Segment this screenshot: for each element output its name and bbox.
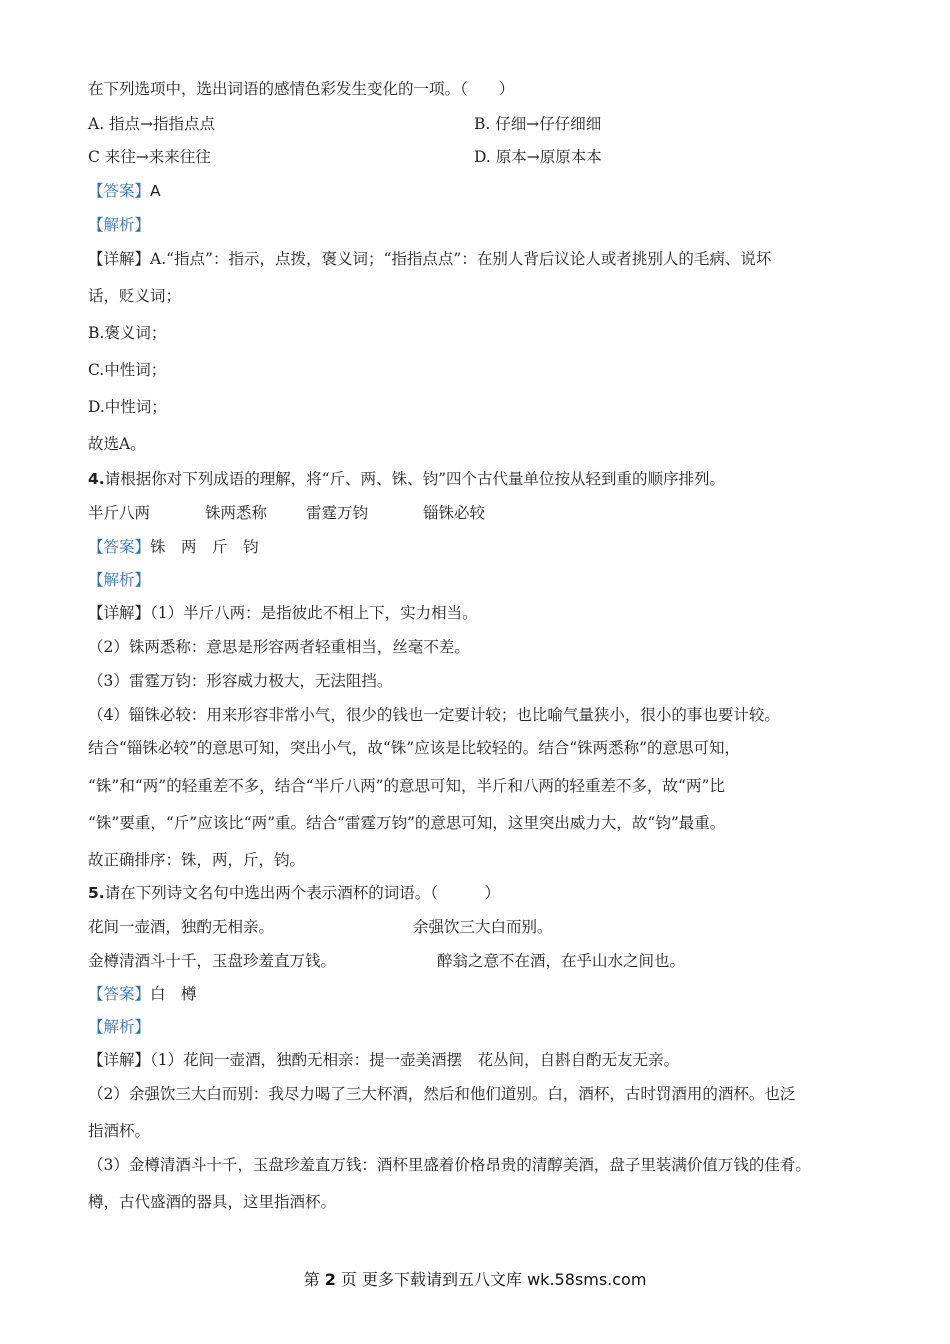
q5-detail-5: 樽，古代盛酒的器具，这里指酒杯。 xyxy=(88,1193,337,1211)
q5-stem: 请在下列诗文名句中选出两个表示酒杯的词语。（ ） xyxy=(104,884,500,902)
q5-number: 5. xyxy=(88,884,105,902)
q3-answer-line xyxy=(88,181,161,201)
q4-analysis-tag: 【解析】 xyxy=(88,571,151,589)
q4-detail-4: （4）锱铢必较：用来形容非常小气，很少的钱也一定要计较；也比喻气量狭小，很小的事也要计较。 xyxy=(88,706,780,724)
q5-line1-left: 花间一壶酒，独酌无相亲。 xyxy=(88,918,275,936)
q3-option-d: D. 原本→原原本本 xyxy=(474,148,602,166)
q4-idiom-4: 锱铢必较 xyxy=(423,504,486,522)
q4-idiom-2: 铢两悉称 xyxy=(205,504,268,522)
answer-tag: 【答案】 xyxy=(88,985,151,1003)
q4-idiom-3: 雷霆万钧 xyxy=(306,504,369,522)
q4-answer-line xyxy=(88,537,259,557)
q5-line2-right: 醉翁之意不在酒，在乎山水之间也。 xyxy=(437,952,686,970)
answer-tag: 【答案】 xyxy=(88,538,151,556)
q3-option-b: B. 仔细→仔仔细细 xyxy=(474,115,602,133)
q5-detail-line-1 xyxy=(88,1050,679,1070)
q3-answer: A xyxy=(150,182,161,200)
q5-answer: 白 樽 xyxy=(150,985,197,1003)
q5-line1-right: 余强饮三大白而别。 xyxy=(413,918,553,936)
q4-detail-3: （3）雷霆万钧：形容威力极大，无法阻挡。 xyxy=(88,672,393,690)
q5-analysis-tag: 【解析】 xyxy=(88,1018,151,1036)
q4-stem: 请根据你对下列成语的理解，将“斤、两、铢、钧”四个古代量单位按从轻到重的顺序排列。 xyxy=(104,470,726,488)
footer-text: 页 更多下载请到五八文库 wk.58sms.com xyxy=(340,1270,647,1289)
q5-detail-2: （2）余强饮三大白而别：我尽力喝了三大杯酒，然后和他们道别。白，酒杯，古时罚酒用的酒杯。也泛 xyxy=(88,1085,796,1103)
q5-detail-4: （3）金樽清酒斗十千，玉盘珍羞直万钱：酒杯里盛着价格昂贵的清醇美酒，盘子里装满价值万钱的佳肴。 xyxy=(88,1156,811,1174)
detail-tag: 【详解】 xyxy=(88,604,151,622)
q3-detail-line-1 xyxy=(88,249,771,269)
q4-detail-1: （1）半斤八两：是指彼此不相上下，实力相当。 xyxy=(150,604,478,622)
q3-stem: 在下列选项中，选出词语的感情色彩发生变化的一项。（ ） xyxy=(88,80,515,98)
q5-detail-3: 指酒杯。 xyxy=(88,1122,151,1140)
q4-detail-8: 故正确排序：铢，两，斤，钧。 xyxy=(88,851,306,869)
detail-tag: 【详解】 xyxy=(88,1051,151,1069)
q5-answer-line xyxy=(88,984,197,1004)
q4-detail-2: （2）铢两悉称：意思是形容两者轻重相当，丝毫不差。 xyxy=(88,638,470,656)
q3-analysis-tag: 【解析】 xyxy=(88,216,151,234)
q3-detail-4: C.中性词； xyxy=(88,361,167,379)
q4-stem-line xyxy=(88,469,725,489)
footer-prefix: 第 xyxy=(303,1270,320,1289)
q3-detail-1: A.“指点”：指示，点拨，褒义词；“指指点点”：在别人背后议论人或者挑别人的毛病、说坏 xyxy=(150,250,772,268)
page-number: 2 xyxy=(324,1270,336,1289)
q3-detail-3: B.褒义词； xyxy=(88,324,167,342)
q4-detail-line-1 xyxy=(88,603,478,623)
q4-number: 4. xyxy=(88,470,105,488)
answer-tag: 【答案】 xyxy=(88,182,151,200)
q3-detail-2: 话，贬义词； xyxy=(88,287,182,305)
q3-detail-6: 故选A。 xyxy=(88,435,146,453)
q3-option-c: C 来往→来来往往 xyxy=(88,148,211,166)
q3-detail-5: D.中性词； xyxy=(88,398,167,416)
q4-answer: 铢 两 斤 钧 xyxy=(150,538,259,556)
q3-option-a: A. 指点→指指点点 xyxy=(88,115,216,133)
page-footer xyxy=(0,1267,950,1290)
q5-detail-1: （1）花间一壶酒，独酌无相亲：提一壶美酒摆 花丛间，自斟自酌无友无亲。 xyxy=(150,1051,680,1069)
q4-detail-7: “铢”要重，“斤”应该比“两”重。结合“雷霆万钧”的意思可知，这里突出威力大，故“钧”最重。 xyxy=(88,814,726,832)
q5-stem-line xyxy=(88,883,500,903)
q4-idiom-1: 半斤八两 xyxy=(88,504,151,522)
detail-tag: 【详解】 xyxy=(88,250,151,268)
q5-line2-left: 金樽清酒斗十千，玉盘珍羞直万钱。 xyxy=(88,952,337,970)
q4-detail-5: 结合“锱铢必较”的意思可知，突出小气，故“铢”应该是比较轻的。结合“铢两悉称”的意思可知， xyxy=(88,739,741,757)
q4-detail-6: “铢”和“两”的轻重差不多，结合“半斤八两”的意思可知，半斤和八两的轻重差不多，故“两”比 xyxy=(88,777,725,795)
